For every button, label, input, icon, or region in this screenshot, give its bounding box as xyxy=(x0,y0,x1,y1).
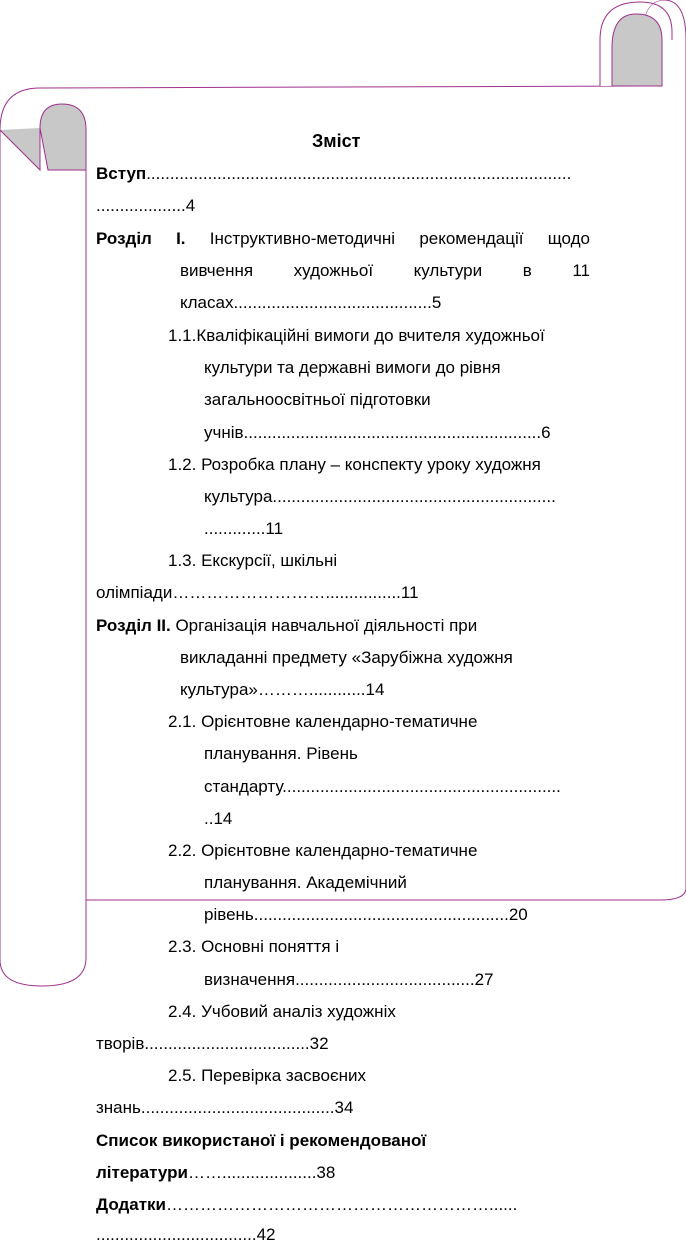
toc-entry-section2 xyxy=(96,616,477,636)
section2-line2: викладанні предмету «Зарубіжна художня xyxy=(180,648,513,667)
section1-line2 xyxy=(180,261,590,281)
s25-line1: 2.5. Перевірка засвоєних xyxy=(168,1066,367,1085)
lit-line2 xyxy=(96,1163,335,1183)
section1-line3: класах..........................................5 xyxy=(180,293,442,312)
appendix-leader: …………………………………………………...... xyxy=(166,1195,518,1214)
section1-line2-word: в xyxy=(522,261,532,280)
s21-line3: стандарту........................................................... xyxy=(204,777,561,796)
s24-line2: творів...................................32 xyxy=(96,1034,329,1053)
section1-line2-word: культури xyxy=(413,261,483,280)
toc-title: Зміст xyxy=(312,131,361,151)
s23-line1: 2.3. Основні поняття і xyxy=(168,937,340,956)
lit-line1: Список використаної і рекомендованої xyxy=(96,1131,427,1150)
scroll-top-left-curl xyxy=(0,104,86,170)
section1-word1: Розділ xyxy=(96,229,152,248)
s21-line1: 2.1. Орієнтовне календарно-тематичне xyxy=(168,712,478,731)
s25-line2: знань.........................................34 xyxy=(96,1098,354,1117)
s13-line2: олімпіади………………………................11 xyxy=(96,583,419,602)
lit-page: ……....................38 xyxy=(187,1163,336,1182)
s11-line1: 1.1.Кваліфікаційні вимоги до вчителя художньої xyxy=(168,326,545,345)
s11-line4: учнів...............................................................6 xyxy=(204,423,551,442)
section1-word4: рекомендації xyxy=(419,229,524,248)
s12-line1: 1.2. Розробка плану – конспекту уроку художня xyxy=(168,455,541,474)
section2-title: Організація навчальної діяльності при xyxy=(170,616,478,635)
section1-word5: щодо xyxy=(547,229,590,248)
s21-line2: планування. Рівень xyxy=(204,744,358,763)
intro-label: Вступ xyxy=(96,164,147,183)
s11-line2: культури та державні вимоги до рівня xyxy=(204,358,501,377)
s13-line1: 1.3. Екскурсії, шкільні xyxy=(168,551,338,570)
s21-line4: ..14 xyxy=(204,809,233,828)
toc-entry-appendix xyxy=(96,1195,517,1215)
section1-word3: Інструктивно-методичні xyxy=(209,229,396,248)
appendix-page: ..................................42 xyxy=(96,1225,276,1244)
scroll-top-right-curl xyxy=(600,0,686,86)
section2-label: Розділ ІІ. xyxy=(96,616,171,635)
toc-entry-intro xyxy=(96,164,571,184)
section2-line3: культура»………............14 xyxy=(180,680,385,699)
intro-page: ...................4 xyxy=(96,196,196,215)
s22-line3: рівень......................................................20 xyxy=(204,905,528,924)
s12-line3: .............11 xyxy=(204,519,284,538)
s22-line1: 2.2. Орієнтовне календарно-тематичне xyxy=(168,841,478,860)
scroll-top-edge xyxy=(40,86,642,88)
section1-word2: І. xyxy=(176,229,186,248)
scroll-left-roll xyxy=(0,88,86,986)
lit-label: літератури xyxy=(96,1163,188,1182)
s23-line2: визначення......................................27 xyxy=(204,970,494,989)
toc-entry-section1 xyxy=(96,229,590,249)
section1-line2-word: 11 xyxy=(572,261,590,280)
s11-line3: загальноосвітньої підготовки xyxy=(204,390,431,409)
intro-leader: .......................................................................................... xyxy=(146,164,572,183)
s12-line2: культура............................................................ xyxy=(204,487,556,506)
s24-line1: 2.4. Учбовий аналіз художніх xyxy=(168,1002,396,1021)
s22-line2: планування. Академічний xyxy=(204,873,407,892)
section1-line2-word: вивчення xyxy=(180,261,254,280)
section1-line2-word: художньої xyxy=(293,261,374,280)
appendix-label: Додатки xyxy=(96,1195,167,1214)
